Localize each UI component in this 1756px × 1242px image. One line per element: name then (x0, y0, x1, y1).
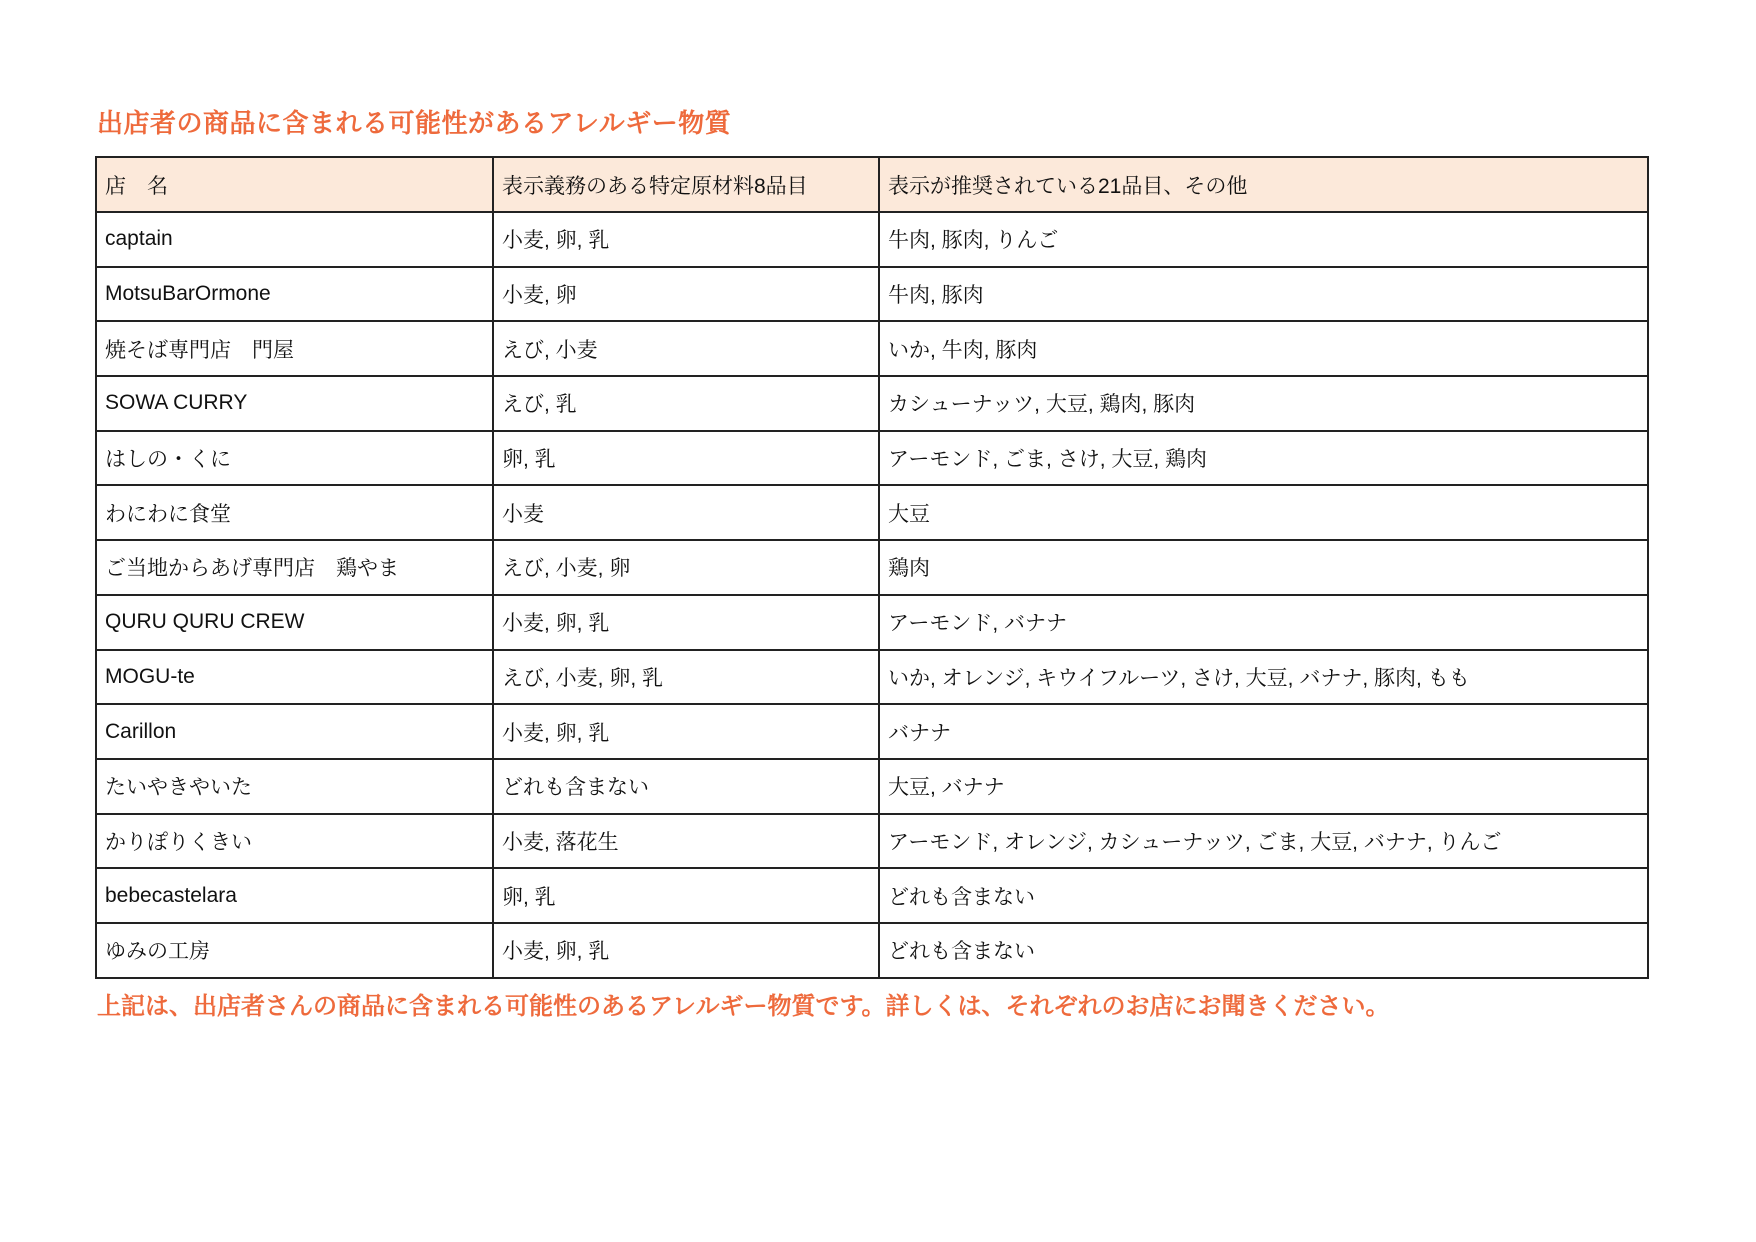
table-head (96, 157, 1648, 212)
footnote-text: 上記は、出店者さんの商品に含まれる可能性のあるアレルギー物質です。詳しくは、それぞれのお店にお聞きください。 (97, 993, 1390, 1020)
store-name-cell: かりぽりくきい (96, 814, 493, 869)
store-name-cell: QURU QURU CREW (96, 595, 493, 650)
mandatory-allergens-cell: どれも含まない (493, 759, 879, 814)
table-row (96, 868, 1648, 923)
store-name-cell: わにわに食堂 (96, 485, 493, 540)
recommended-allergens-cell: アーモンド, ごま, さけ, 大豆, 鶏肉 (879, 431, 1648, 486)
store-name-cell: ご当地からあげ専門店 鶏やま (96, 540, 493, 595)
table-row (96, 923, 1648, 978)
store-name-cell: MOGU-te (96, 650, 493, 705)
recommended-allergens-cell: いか, 牛肉, 豚肉 (879, 321, 1648, 376)
mandatory-allergens-cell: 小麦 (493, 485, 879, 540)
table-row (96, 650, 1648, 705)
mandatory-allergens-cell: えび, 小麦, 卵, 乳 (493, 650, 879, 705)
store-name-cell: bebecastelara (96, 868, 493, 923)
recommended-allergens-cell: 大豆, バナナ (879, 759, 1648, 814)
table-row (96, 704, 1648, 759)
table-row (96, 759, 1648, 814)
page-title: 出店者の商品に含まれる可能性があるアレルギー物質 (97, 108, 732, 138)
table-row (96, 814, 1648, 869)
mandatory-allergens-cell: えび, 小麦, 卵 (493, 540, 879, 595)
mandatory-allergens-cell: 小麦, 卵, 乳 (493, 212, 879, 267)
column-header: 店 名 (96, 157, 493, 212)
table-row (96, 212, 1648, 267)
store-name-cell: Carillon (96, 704, 493, 759)
recommended-allergens-cell: アーモンド, バナナ (879, 595, 1648, 650)
mandatory-allergens-cell: 卵, 乳 (493, 431, 879, 486)
mandatory-allergens-cell: 小麦, 落花生 (493, 814, 879, 869)
recommended-allergens-cell: 牛肉, 豚肉, りんご (879, 212, 1648, 267)
store-name-cell: 焼そば専門店 門屋 (96, 321, 493, 376)
recommended-allergens-cell: カシューナッツ, 大豆, 鶏肉, 豚肉 (879, 376, 1648, 431)
mandatory-allergens-cell: えび, 乳 (493, 376, 879, 431)
column-header: 表示が推奨されている21品目、その他 (879, 157, 1648, 212)
mandatory-allergens-cell: 小麦, 卵 (493, 267, 879, 322)
table-row (96, 267, 1648, 322)
mandatory-allergens-cell: えび, 小麦 (493, 321, 879, 376)
recommended-allergens-cell: どれも含まない (879, 923, 1648, 978)
recommended-allergens-cell: いか, オレンジ, キウイフルーツ, さけ, 大豆, バナナ, 豚肉, もも (879, 650, 1648, 705)
store-name-cell: はしの・くに (96, 431, 493, 486)
store-name-cell: ゆみの工房 (96, 923, 493, 978)
mandatory-allergens-cell: 小麦, 卵, 乳 (493, 923, 879, 978)
recommended-allergens-cell: バナナ (879, 704, 1648, 759)
recommended-allergens-cell: どれも含まない (879, 868, 1648, 923)
recommended-allergens-cell: 大豆 (879, 485, 1648, 540)
store-name-cell: MotsuBarOrmone (96, 267, 493, 322)
mandatory-allergens-cell: 卵, 乳 (493, 868, 879, 923)
allergen-table (95, 156, 1649, 979)
mandatory-allergens-cell: 小麦, 卵, 乳 (493, 704, 879, 759)
table-row (96, 321, 1648, 376)
column-header: 表示義務のある特定原材料8品目 (493, 157, 879, 212)
store-name-cell: たいやきやいた (96, 759, 493, 814)
recommended-allergens-cell: 牛肉, 豚肉 (879, 267, 1648, 322)
mandatory-allergens-cell: 小麦, 卵, 乳 (493, 595, 879, 650)
table-row (96, 485, 1648, 540)
table-body (96, 212, 1648, 978)
recommended-allergens-cell: アーモンド, オレンジ, カシューナッツ, ごま, 大豆, バナナ, りんご (879, 814, 1648, 869)
table-header-row (96, 157, 1648, 212)
table-row (96, 540, 1648, 595)
recommended-allergens-cell: 鶏肉 (879, 540, 1648, 595)
store-name-cell: captain (96, 212, 493, 267)
table-row (96, 431, 1648, 486)
store-name-cell: SOWA CURRY (96, 376, 493, 431)
table-row (96, 595, 1648, 650)
table-row (96, 376, 1648, 431)
